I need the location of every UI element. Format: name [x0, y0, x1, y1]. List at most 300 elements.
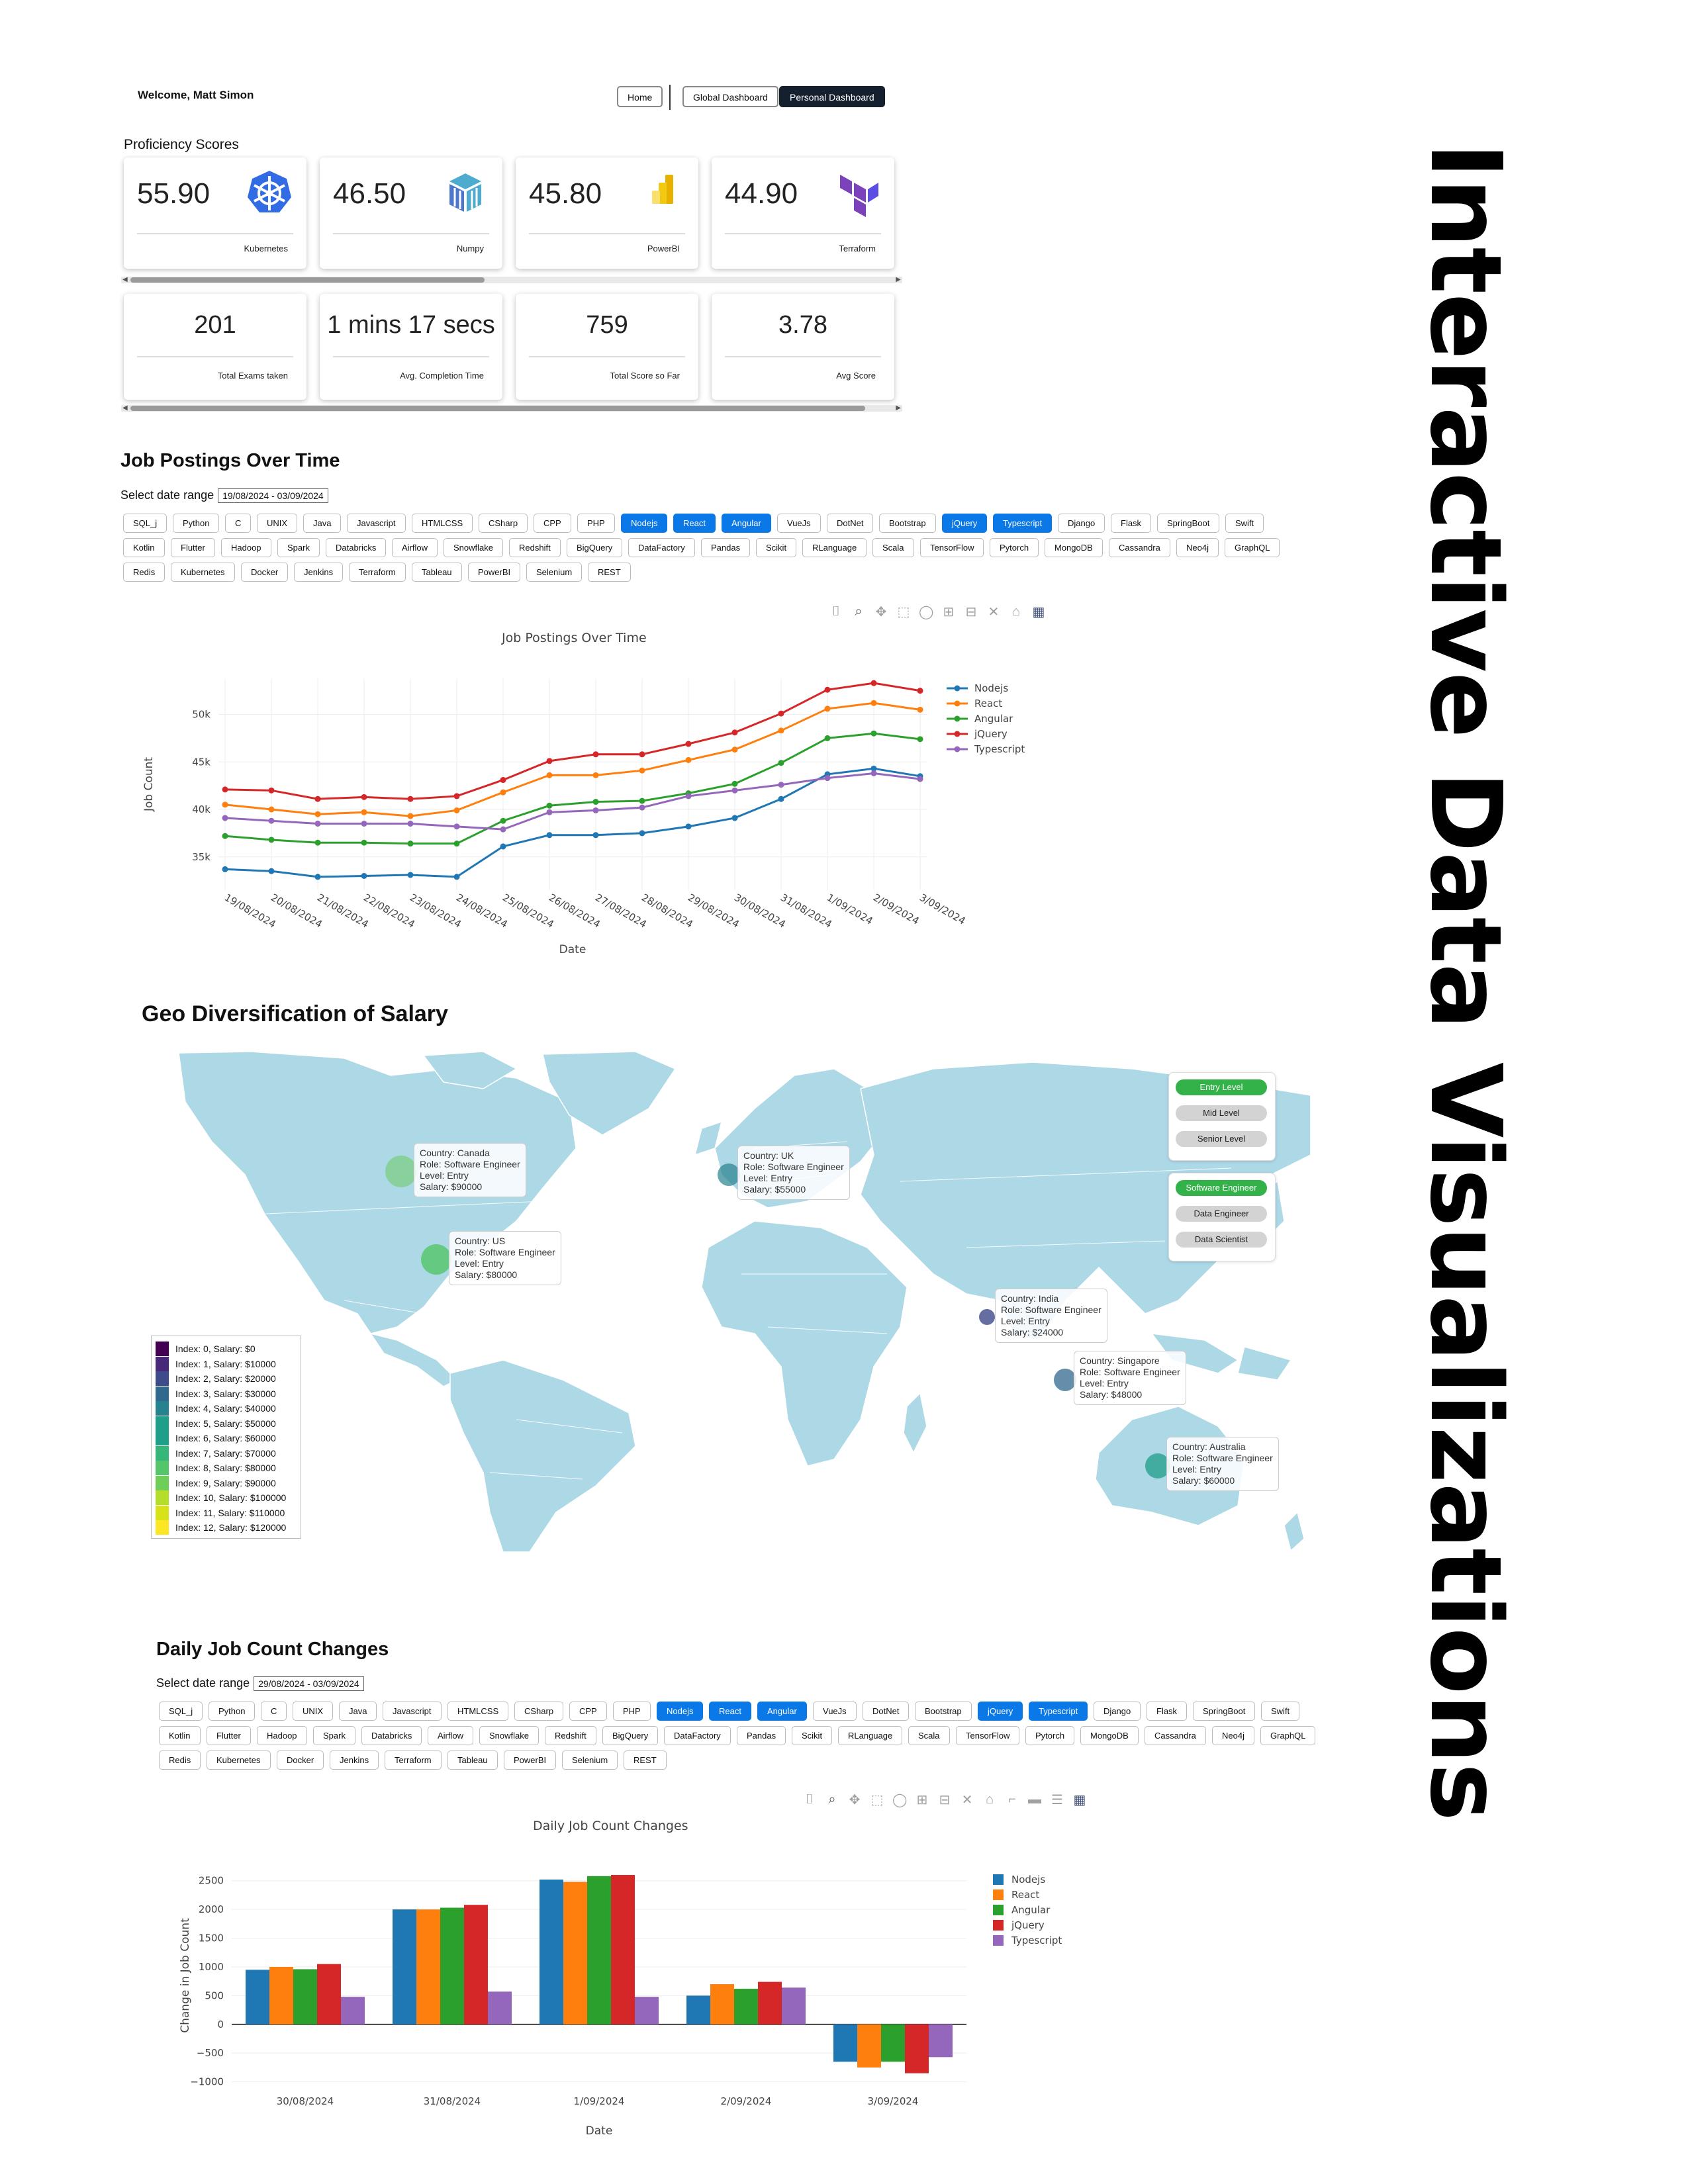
bar-jquery — [317, 1964, 341, 2025]
bar-angular — [587, 1876, 611, 2025]
tag-filter-hadoop[interactable]: Hadoop — [257, 1726, 307, 1745]
tag-filter-swift[interactable]: Swift — [1261, 1702, 1299, 1721]
score-label: Terraform — [839, 244, 876, 253]
tag-filter-snowflake[interactable]: Snowflake — [479, 1726, 539, 1745]
data-point — [361, 821, 367, 827]
bar-angular — [881, 2025, 905, 2062]
data-point — [547, 758, 553, 764]
tag-filter-scikit[interactable]: Scikit — [792, 1726, 832, 1745]
bar-react — [416, 1909, 440, 2025]
tag-filter-scikit[interactable]: Scikit — [756, 538, 796, 557]
tag-filter-springboot[interactable]: SpringBoot — [1157, 514, 1219, 533]
tag-filter-flask[interactable]: Flask — [1111, 514, 1151, 533]
data-point — [315, 811, 321, 817]
powerbi-icon — [636, 168, 686, 218]
legend-item — [156, 1387, 276, 1401]
data-point — [593, 807, 599, 813]
tag-filter-powerbi[interactable]: PowerBI — [504, 1751, 556, 1770]
score-value: 46.50 — [333, 177, 406, 210]
x-tick-label: 20/08/2024 — [269, 891, 324, 931]
level-filter-panel — [1168, 1072, 1276, 1161]
tag-filter-flask[interactable]: Flask — [1147, 1702, 1187, 1721]
data-point — [361, 809, 367, 815]
series-line-angular — [225, 733, 920, 843]
data-point — [269, 788, 275, 794]
tag-filter-redis[interactable]: Redis — [123, 563, 165, 582]
tag-filter-c[interactable]: C — [261, 1702, 287, 1721]
tag-filter-unix[interactable]: UNIX — [257, 514, 297, 533]
tag-filter-bootstrap[interactable]: Bootstrap — [915, 1702, 972, 1721]
salary-color-legend — [151, 1336, 301, 1539]
autoscale-icon[interactable]: ✕ — [988, 604, 1000, 619]
tooltip-us: Country: US Role: Software Engineer Level: Entry Salary: $80000 — [449, 1231, 561, 1285]
legend-marker — [955, 731, 961, 737]
tag-filter-mongodb[interactable]: MongoDB — [1045, 538, 1103, 557]
card-divider — [529, 356, 685, 357]
tag-filter-pandas[interactable]: Pandas — [737, 1726, 786, 1745]
world-map-land — [172, 1049, 1311, 1552]
tag-filter-python[interactable]: Python — [209, 1702, 255, 1721]
tag-filter-selenium[interactable]: Selenium — [562, 1751, 618, 1770]
data-point — [732, 781, 738, 787]
y-tick-label: −500 — [196, 2047, 224, 2060]
tag-filter-jquery[interactable]: jQuery — [942, 514, 987, 533]
x-tick-label: 24/08/2024 — [454, 891, 510, 931]
geo-heading: Geo Diversification of Salary — [142, 1001, 448, 1026]
data-point — [778, 782, 784, 788]
data-point — [732, 815, 738, 821]
tag-filter-java[interactable]: Java — [303, 514, 341, 533]
legend-label: Typescript — [974, 743, 1025, 755]
tag-filter-sql_j[interactable]: SQL_j — [123, 514, 167, 533]
tag-filter-hadoop[interactable]: Hadoop — [221, 538, 271, 557]
tooltip-uk: Country: UK Role: Software Engineer Level: Entry Salary: $55000 — [737, 1146, 850, 1200]
data-point — [639, 830, 645, 836]
tag-filter-jquery[interactable]: jQuery — [978, 1702, 1023, 1721]
daily-changes-bar-chart[interactable] — [172, 1846, 1112, 2138]
tag-filter-angular[interactable]: Angular — [722, 514, 771, 533]
camera-icon[interactable]: ⌷ — [832, 604, 840, 619]
legend-label: React — [974, 698, 1003, 709]
tooltip-australia: Country: Australia Role: Software Engineer Level: Entry Salary: $60000 — [1166, 1437, 1279, 1491]
tag-filter-neo4j[interactable]: Neo4j — [1212, 1726, 1254, 1745]
bar-angular — [440, 1908, 464, 2025]
card-divider — [137, 356, 293, 357]
data-point — [917, 707, 923, 713]
x-tick-label: 28/08/2024 — [639, 891, 695, 931]
card-divider — [725, 233, 881, 234]
legend-swatch — [993, 1874, 1004, 1885]
welcome-text: Welcome, Matt Simon — [138, 89, 254, 101]
zoom-in-icon[interactable]: ⊞ — [916, 1792, 928, 1807]
legend-swatch — [156, 1371, 169, 1386]
y-tick-label: −1000 — [190, 2075, 224, 2088]
filter-entry-level[interactable]: Entry Level — [1176, 1079, 1267, 1095]
legend-swatch — [993, 1905, 1004, 1915]
bar-jquery — [905, 2025, 929, 2073]
tag-filter-pytorch[interactable]: Pytorch — [1025, 1726, 1074, 1745]
tag-filter-bootstrap[interactable]: Bootstrap — [879, 514, 936, 533]
score-value: 45.80 — [529, 177, 602, 210]
bar-react — [710, 1984, 734, 2025]
tag-filter-rlanguage[interactable]: RLanguage — [802, 538, 867, 557]
tag-filter-snowflake[interactable]: Snowflake — [444, 538, 503, 557]
tag-filter-cpp[interactable]: CPP — [534, 514, 571, 533]
tag-filter-angular[interactable]: Angular — [757, 1702, 807, 1721]
tag-filter-neo4j[interactable]: Neo4j — [1176, 538, 1219, 557]
legend-label: Index: 1, Salary: $10000 — [175, 1358, 276, 1369]
box-select-icon[interactable]: ⬚ — [870, 1792, 884, 1807]
bar-angular — [293, 1969, 317, 2024]
line-chart-title: Job Postings Over Time — [502, 631, 647, 645]
tag-filter-graphql[interactable]: GraphQL — [1260, 1726, 1315, 1745]
legend-label: Index: 4, Salary: $40000 — [175, 1403, 276, 1414]
stat-card-total-score — [516, 294, 698, 400]
tag-filter-tensorflow[interactable]: TensorFlow — [956, 1726, 1019, 1745]
data-point — [315, 840, 321, 846]
data-point — [593, 751, 599, 757]
hover-compare-icon[interactable]: ☰ — [1051, 1792, 1063, 1807]
legend-label: Index: 9, Salary: $90000 — [175, 1477, 276, 1488]
stat-label: Total Score so Far — [610, 371, 680, 381]
tag-filter-powerbi[interactable]: PowerBI — [468, 563, 520, 582]
tag-filter-flutter[interactable]: Flutter — [207, 1726, 251, 1745]
data-point — [222, 801, 228, 807]
x-tick-label: 31/08/2024 — [778, 891, 834, 931]
tag-filter-rest[interactable]: REST — [624, 1751, 667, 1770]
plotly-logo-icon[interactable]: ▦ — [1073, 1792, 1086, 1807]
terraform-icon — [832, 168, 882, 218]
tag-filter-datafactory[interactable]: DataFactory — [628, 538, 695, 557]
data-point — [639, 798, 645, 804]
scrollbar-thumb[interactable] — [130, 406, 865, 411]
personal-dashboard-button[interactable]: Personal Dashboard — [779, 86, 885, 107]
x-tick-label: 27/08/2024 — [593, 891, 649, 931]
tag-filter-javascript[interactable]: Javascript — [383, 1702, 442, 1721]
legend-label: Index: 0, Salary: $0 — [175, 1343, 256, 1354]
data-point — [686, 757, 692, 763]
tag-filter-react[interactable]: React — [709, 1702, 751, 1721]
tag-filter-flutter[interactable]: Flutter — [171, 538, 215, 557]
tag-filter-terraform[interactable]: Terraform — [385, 1751, 442, 1770]
data-point — [408, 813, 414, 819]
scrollbar-thumb[interactable] — [130, 277, 485, 283]
legend-item — [156, 1401, 276, 1416]
zoom-out-icon[interactable]: ⊟ — [965, 604, 977, 619]
date-range-input[interactable]: 19/08/2024 - 03/09/2024 — [218, 488, 328, 503]
tag-filter-scala[interactable]: Scala — [872, 538, 914, 557]
date-range-label: Select date range — [120, 488, 214, 502]
data-point — [500, 790, 506, 796]
chart1-modebar — [829, 604, 1046, 619]
tag-filter-airflow[interactable]: Airflow — [392, 538, 438, 557]
scores-scrollbar[interactable]: ◀ ▶ — [122, 276, 901, 283]
tag-filter-jenkins[interactable]: Jenkins — [294, 563, 343, 582]
job-postings-heading: Job Postings Over Time — [120, 450, 340, 471]
tag-filter-kubernetes[interactable]: Kubernetes — [207, 1751, 271, 1770]
data-point — [408, 821, 414, 827]
tag-filter-nodejs[interactable]: Nodejs — [621, 514, 667, 533]
tag-filter-redshift[interactable]: Redshift — [545, 1726, 596, 1745]
data-point — [408, 872, 414, 878]
tag-filter-tableau[interactable]: Tableau — [447, 1751, 498, 1770]
filter-mid-level[interactable]: Mid Level — [1176, 1105, 1267, 1121]
lasso-icon[interactable]: ◯ — [892, 1792, 908, 1807]
stat-card-avg-score — [712, 294, 894, 400]
tag-filter-csharp[interactable]: CSharp — [479, 514, 528, 533]
y-tick-label: 45k — [192, 756, 211, 768]
tag-filter-cassandra[interactable]: Cassandra — [1109, 538, 1170, 557]
tag-filter-htmlcss[interactable]: HTMLCSS — [412, 514, 473, 533]
tag-filter-springboot[interactable]: SpringBoot — [1193, 1702, 1255, 1721]
data-point — [547, 772, 553, 778]
home-icon[interactable]: ⌂ — [1011, 604, 1021, 619]
world-map[interactable] — [172, 1049, 1311, 1552]
x-tick-label: 1/09/2024 — [573, 2095, 625, 2107]
tag-filter-bigquery[interactable]: BigQuery — [567, 538, 622, 557]
tag-filter-docker[interactable]: Docker — [277, 1751, 324, 1770]
tag-filter-react[interactable]: React — [673, 514, 716, 533]
tag-filter-csharp[interactable]: CSharp — [514, 1702, 563, 1721]
box-select-icon[interactable]: ⬚ — [897, 604, 910, 619]
autoscale-icon[interactable]: ✕ — [961, 1792, 973, 1807]
tag-filter-kubernetes[interactable]: Kubernetes — [171, 563, 235, 582]
card-divider — [333, 233, 489, 234]
tag-filter-rest[interactable]: REST — [588, 563, 631, 582]
legend-label: Index: 11, Salary: $110000 — [175, 1507, 285, 1518]
data-point — [269, 868, 275, 874]
data-point — [639, 805, 645, 811]
legend-swatch — [993, 1920, 1004, 1931]
legend-swatch — [993, 1935, 1004, 1946]
data-point — [222, 866, 228, 872]
tag-filter-cpp[interactable]: CPP — [569, 1702, 607, 1721]
bar-typescript — [635, 1997, 659, 2025]
tag-filter-spark[interactable]: Spark — [313, 1726, 355, 1745]
tag-filter-sql_j[interactable]: SQL_j — [159, 1702, 203, 1721]
tooltip-canada: Country: Canada Role: Software Engineer Level: Entry Salary: $90000 — [414, 1143, 526, 1197]
tag-filter-nodejs[interactable]: Nodejs — [657, 1702, 703, 1721]
y-axis-title: Job Count — [142, 756, 156, 812]
data-point — [222, 815, 228, 821]
tag-filter-swift[interactable]: Swift — [1225, 514, 1264, 533]
tag-filter-databricks[interactable]: Databricks — [326, 538, 386, 557]
legend-item — [156, 1446, 276, 1461]
camera-icon[interactable]: ⌷ — [806, 1792, 814, 1807]
tag-filter-tensorflow[interactable]: TensorFlow — [920, 538, 984, 557]
legend-swatch — [156, 1446, 169, 1461]
zoom-icon[interactable]: ⌕ — [828, 1792, 836, 1807]
tag-filter-pandas[interactable]: Pandas — [701, 538, 750, 557]
tag-filter-java[interactable]: Java — [339, 1702, 377, 1721]
job-postings-date-row — [120, 488, 328, 503]
filter-data-scientist[interactable]: Data Scientist — [1176, 1232, 1267, 1248]
global-dashboard-button[interactable]: Global Dashboard — [682, 86, 778, 107]
data-point — [593, 799, 599, 805]
legend-label: Index: 3, Salary: $30000 — [175, 1388, 276, 1399]
tag-filter-unix[interactable]: UNIX — [293, 1702, 333, 1721]
tag-filter-vuejs[interactable]: VueJs — [813, 1702, 857, 1721]
data-point — [686, 823, 692, 829]
score-card-kubernetes — [124, 158, 306, 269]
card-divider — [529, 233, 685, 234]
legend-swatch — [156, 1416, 169, 1431]
data-point — [639, 768, 645, 774]
stat-value: 201 — [194, 311, 236, 339]
legend-label: jQuery — [1011, 1919, 1045, 1931]
tag-filter-django[interactable]: Django — [1094, 1702, 1141, 1721]
data-point — [408, 796, 414, 802]
tag-filter-django[interactable]: Django — [1058, 514, 1105, 533]
tag-filter-redshift[interactable]: Redshift — [509, 538, 561, 557]
score-label: Numpy — [456, 244, 484, 253]
home-icon[interactable]: ⌂ — [985, 1792, 994, 1807]
data-point — [454, 874, 460, 880]
tag-filter-htmlcss[interactable]: HTMLCSS — [447, 1702, 508, 1721]
tag-filter-typescript[interactable]: Typescript — [993, 514, 1052, 533]
tag-filter-selenium[interactable]: Selenium — [526, 563, 582, 582]
tag-filter-spark[interactable]: Spark — [277, 538, 320, 557]
pan-icon[interactable]: ✥ — [849, 1792, 861, 1807]
data-point — [871, 680, 877, 686]
tag-filter-redis[interactable]: Redis — [159, 1751, 201, 1770]
data-point — [825, 775, 831, 781]
data-point — [222, 833, 228, 839]
hover-closest-icon[interactable]: ▬ — [1028, 1792, 1041, 1807]
bar-nodejs — [686, 1995, 710, 2024]
tag-filter-jenkins[interactable]: Jenkins — [330, 1751, 379, 1770]
proficiency-title: Proficiency Scores — [124, 137, 239, 152]
tag-filter-scala[interactable]: Scala — [908, 1726, 950, 1745]
legend-label: Nodejs — [974, 682, 1009, 694]
tag-filter-docker[interactable]: Docker — [241, 563, 288, 582]
data-point — [547, 809, 553, 815]
legend-label: Index: 12, Salary: $120000 — [175, 1522, 287, 1533]
role-filter-panel — [1168, 1173, 1276, 1261]
tag-filter-php[interactable]: PHP — [613, 1702, 651, 1721]
tag-filter-databricks[interactable]: Databricks — [361, 1726, 422, 1745]
data-point — [454, 823, 460, 829]
legend-label: Angular — [1011, 1904, 1051, 1916]
zoom-in-icon[interactable]: ⊞ — [943, 604, 955, 619]
stat-value: 759 — [586, 311, 628, 339]
plotly-logo-icon[interactable]: ▦ — [1032, 604, 1045, 619]
tag-filter-python[interactable]: Python — [173, 514, 219, 533]
daily-changes-heading: Daily Job Count Changes — [156, 1639, 389, 1660]
data-point — [917, 776, 923, 782]
data-point — [871, 770, 877, 776]
data-point — [732, 788, 738, 794]
tag-filter-terraform[interactable]: Terraform — [349, 563, 406, 582]
y-tick-label: 35k — [192, 850, 211, 863]
legend-label: Index: 6, Salary: $60000 — [175, 1433, 276, 1443]
spike-lines-icon[interactable]: ⌐ — [1008, 1792, 1016, 1807]
tag-filter-cassandra[interactable]: Cassandra — [1145, 1726, 1206, 1745]
tag-filter-dotnet[interactable]: DotNet — [827, 514, 873, 533]
stat-value: 3.78 — [778, 311, 827, 339]
x-tick-label: 1/09/2024 — [825, 891, 875, 927]
date-range-input[interactable]: 29/08/2024 - 03/09/2024 — [254, 1676, 364, 1691]
legend-swatch — [156, 1461, 169, 1475]
zoom-icon[interactable]: ⌕ — [855, 604, 863, 619]
tag-filter-javascript[interactable]: Javascript — [347, 514, 406, 533]
legend-label: React — [1011, 1889, 1040, 1901]
score-label: Kubernetes — [244, 244, 288, 253]
score-value: 55.90 — [137, 177, 211, 210]
legend-item — [156, 1490, 286, 1505]
tag-filter-graphql[interactable]: GraphQL — [1225, 538, 1280, 557]
legend-item — [156, 1357, 276, 1371]
card-divider — [137, 233, 293, 234]
stats-scrollbar[interactable]: ◀ ▶ — [122, 404, 901, 412]
legend-marker — [955, 701, 961, 707]
tag-filter-mongodb[interactable]: MongoDB — [1080, 1726, 1139, 1745]
filter-software-engineer[interactable]: Software Engineer — [1176, 1180, 1267, 1196]
tag-filter-datafactory[interactable]: DataFactory — [664, 1726, 731, 1745]
y-tick-label: 1000 — [198, 1960, 224, 1973]
tag-filter-dotnet[interactable]: DotNet — [863, 1702, 909, 1721]
legend-label: Angular — [974, 713, 1013, 725]
data-point — [732, 747, 738, 752]
tooltip-singapore: Country: Singapore Role: Software Engineer Level: Entry Salary: $48000 — [1074, 1351, 1186, 1405]
lasso-icon[interactable]: ◯ — [919, 604, 934, 619]
daily-changes-date-row — [156, 1676, 364, 1691]
data-point — [500, 777, 506, 783]
legend-item — [156, 1416, 276, 1431]
job-postings-line-chart[interactable] — [132, 655, 1092, 960]
filter-senior-level[interactable]: Senior Level — [1176, 1131, 1267, 1147]
tag-filter-kotlin[interactable]: Kotlin — [123, 538, 165, 557]
tag-filter-typescript[interactable]: Typescript — [1029, 1702, 1088, 1721]
x-tick-label: 31/08/2024 — [423, 2095, 481, 2107]
data-point — [500, 827, 506, 833]
zoom-out-icon[interactable]: ⊟ — [939, 1792, 951, 1807]
tag-filter-bigquery[interactable]: BigQuery — [602, 1726, 658, 1745]
bar-typescript — [782, 1987, 806, 2025]
tag-filter-pytorch[interactable]: Pytorch — [990, 538, 1039, 557]
filter-data-engineer[interactable]: Data Engineer — [1176, 1206, 1267, 1222]
data-point — [361, 794, 367, 800]
legend-item — [156, 1431, 276, 1445]
tooltip-india: Country: India Role: Software Engineer Level: Entry Salary: $24000 — [995, 1289, 1107, 1343]
tag-filter-tableau[interactable]: Tableau — [412, 563, 462, 582]
tag-filter-c[interactable]: C — [225, 514, 251, 533]
legend-item — [156, 1342, 256, 1356]
score-card-numpy — [320, 158, 502, 269]
stat-label: Avg. Completion Time — [400, 371, 484, 381]
tag-filter-rlanguage[interactable]: RLanguage — [838, 1726, 902, 1745]
data-point — [825, 705, 831, 711]
x-tick-label: 26/08/2024 — [547, 891, 602, 931]
data-point — [778, 727, 784, 733]
legend-swatch — [156, 1387, 169, 1401]
card-divider — [333, 356, 489, 357]
x-axis-title: Date — [559, 943, 586, 956]
legend-swatch — [993, 1889, 1004, 1900]
tag-filter-php[interactable]: PHP — [577, 514, 615, 533]
tag-filter-kotlin[interactable]: Kotlin — [159, 1726, 201, 1745]
legend-label: Index: 5, Salary: $50000 — [175, 1418, 276, 1429]
data-point — [315, 796, 321, 802]
data-point — [269, 818, 275, 824]
home-button[interactable]: Home — [617, 86, 663, 107]
tag-filter-airflow[interactable]: Airflow — [428, 1726, 473, 1745]
pan-icon[interactable]: ✥ — [875, 604, 887, 619]
legend-swatch — [156, 1490, 169, 1505]
x-tick-label: 22/08/2024 — [361, 891, 417, 931]
bar-jquery — [611, 1875, 635, 2025]
tag-filter-vuejs[interactable]: VueJs — [777, 514, 821, 533]
